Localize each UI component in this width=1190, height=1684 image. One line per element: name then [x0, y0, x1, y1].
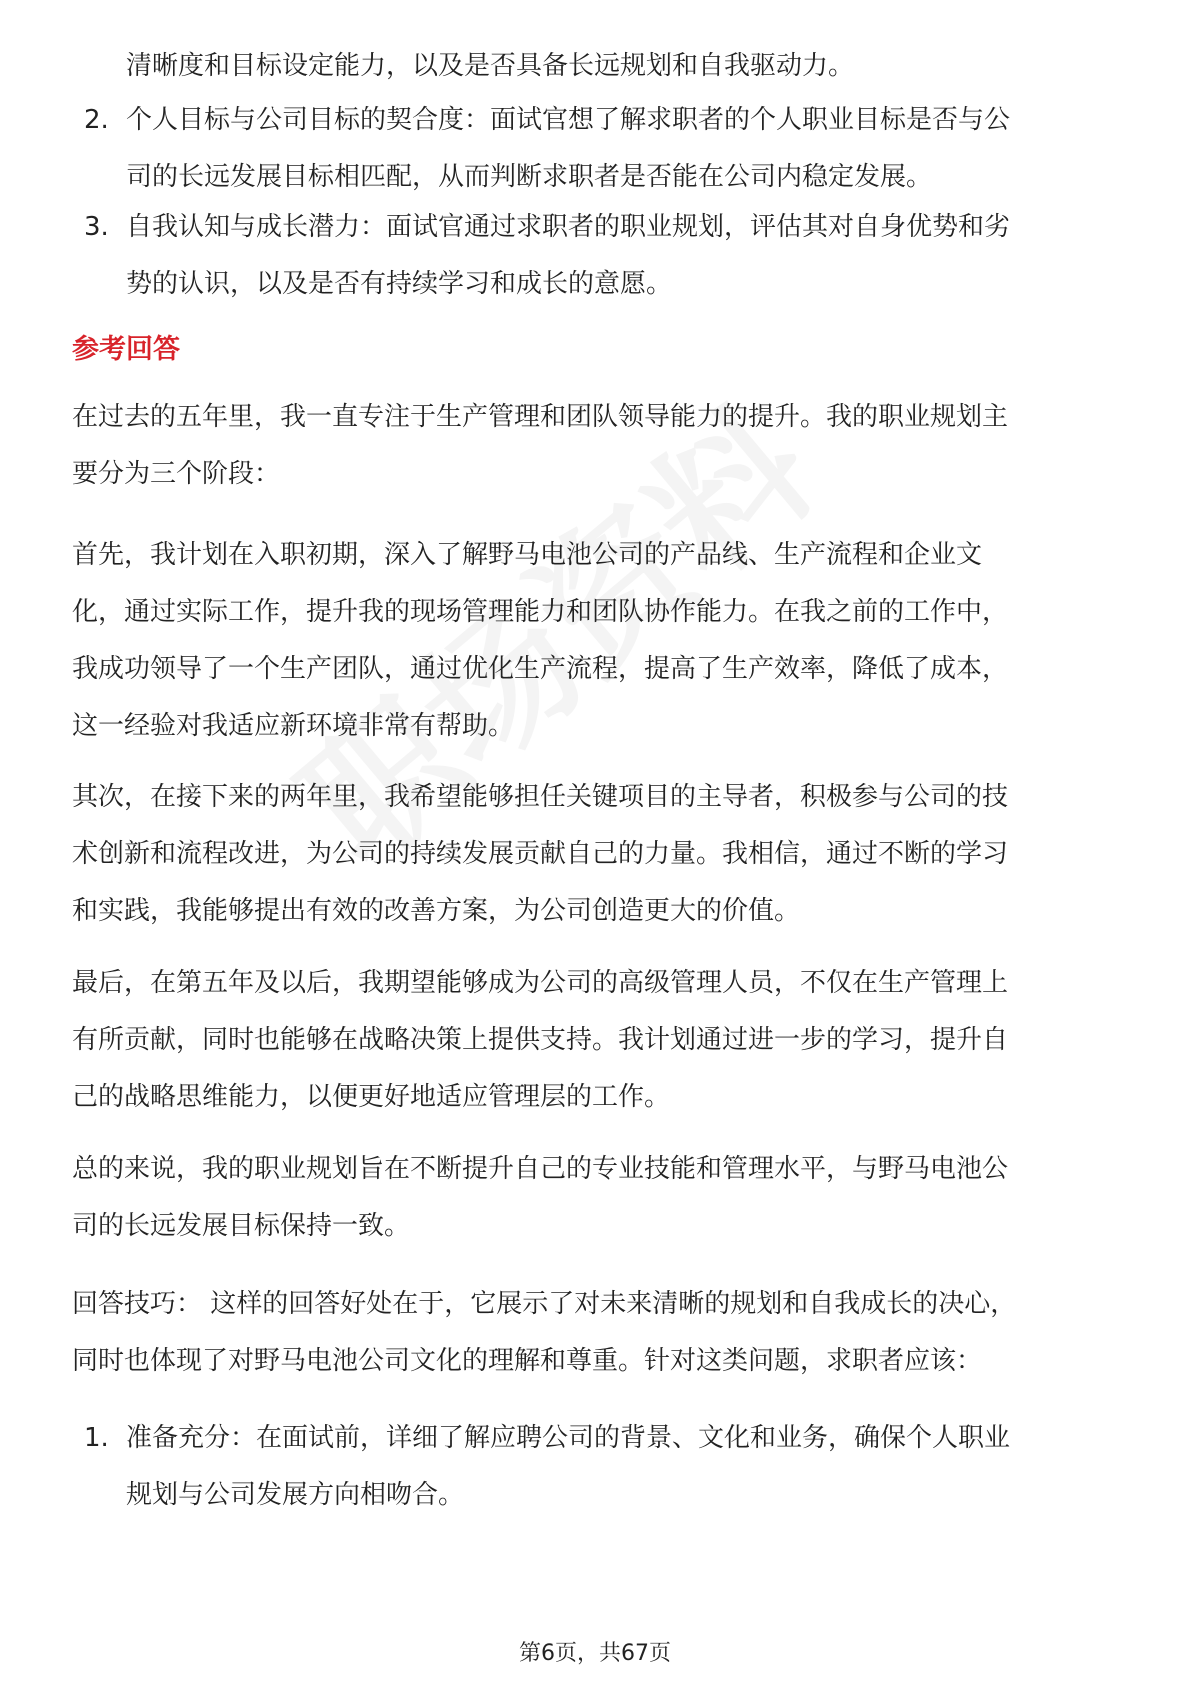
paragraph-line: 最后，在第五年及以后，我期望能够成为公司的高级管理人员，不仅在生产管理上	[72, 968, 1009, 998]
page-footer: 第6页，共67页	[519, 1641, 671, 1666]
paragraph-line: 我成功领导了一个生产团队，通过优化生产流程，提高了生产效率，降低了成本，	[72, 654, 1009, 684]
list-number: 3.	[84, 212, 109, 242]
paragraph-line: 司的长远发展目标保持一致。	[72, 1211, 411, 1241]
list-number: 2.	[84, 105, 109, 135]
list-line: 司的长远发展目标相匹配，从而判断求职者是否能在公司内稳定发展。	[126, 162, 933, 192]
paragraph-line: 在过去的五年里，我一直专注于生产管理和团队领导能力的提升。我的职业规划主	[72, 402, 1009, 432]
paragraph-line: 这一经验对我适应新环境非常有帮助。	[72, 711, 515, 741]
list-line: 自我认知与成长潜力：面试官通过求职者的职业规划，评估其对自身优势和劣	[126, 212, 1011, 242]
list-line: 规划与公司发展方向相吻合。	[126, 1480, 465, 1510]
paragraph-line: 要分为三个阶段：	[72, 459, 281, 489]
paragraph	[72, 1141, 1122, 1255]
list-line: 势的认识，以及是否有持续学习和成长的意愿。	[126, 269, 673, 299]
paragraph-line: 总的来说，我的职业规划旨在不断提升自己的专业技能和管理水平，与野马电池公	[72, 1154, 1009, 1184]
list-item	[72, 1410, 1122, 1524]
paragraph-line: 和实践，我能够提出有效的改善方案，为公司创造更大的价值。	[72, 896, 801, 926]
list-line: 准备充分：在面试前，详细了解应聘公司的背景、文化和业务，确保个人职业	[126, 1423, 1011, 1453]
paragraph	[72, 769, 1122, 940]
paragraph-line: 回答技巧： 这样的回答好处在于，它展示了对未来清晰的规划和自我成长的决心，	[72, 1289, 1017, 1319]
list-item	[72, 92, 1122, 206]
list-number: 1.	[84, 1423, 109, 1453]
list-item-continuation: 清晰度和目标设定能力，以及是否具备长远规划和自我驱动力。	[126, 51, 855, 81]
paragraph-line: 首先，我计划在入职初期，深入了解野马电池公司的产品线、生产流程和企业文	[72, 540, 983, 570]
list-line: 个人目标与公司目标的契合度：面试官想了解求职者的个人职业目标是否与公	[126, 105, 1011, 135]
paragraph-line: 己的战略思维能力，以便更好地适应管理层的工作。	[72, 1082, 671, 1112]
paragraph	[72, 389, 1122, 503]
section-heading: 参考回答	[72, 334, 180, 365]
list-item	[72, 199, 1122, 313]
paragraph-line: 同时也体现了对野马电池公司文化的理解和尊重。针对这类问题，求职者应该：	[72, 1346, 983, 1376]
paragraph	[72, 527, 1122, 755]
paragraph-line: 化，通过实际工作，提升我的现场管理能力和团队协作能力。在我之前的工作中，	[72, 597, 1009, 627]
paragraph-line: 其次，在接下来的两年里，我希望能够担任关键项目的主导者，积极参与公司的技	[72, 782, 1009, 812]
paragraph	[72, 955, 1122, 1126]
paragraph	[72, 1276, 1122, 1390]
paragraph-line: 术创新和流程改进，为公司的持续发展贡献自己的力量。我相信，通过不断的学习	[72, 839, 1009, 869]
paragraph-line: 有所贡献，同时也能够在战略决策上提供支持。我计划通过进一步的学习，提升自	[72, 1025, 1009, 1055]
